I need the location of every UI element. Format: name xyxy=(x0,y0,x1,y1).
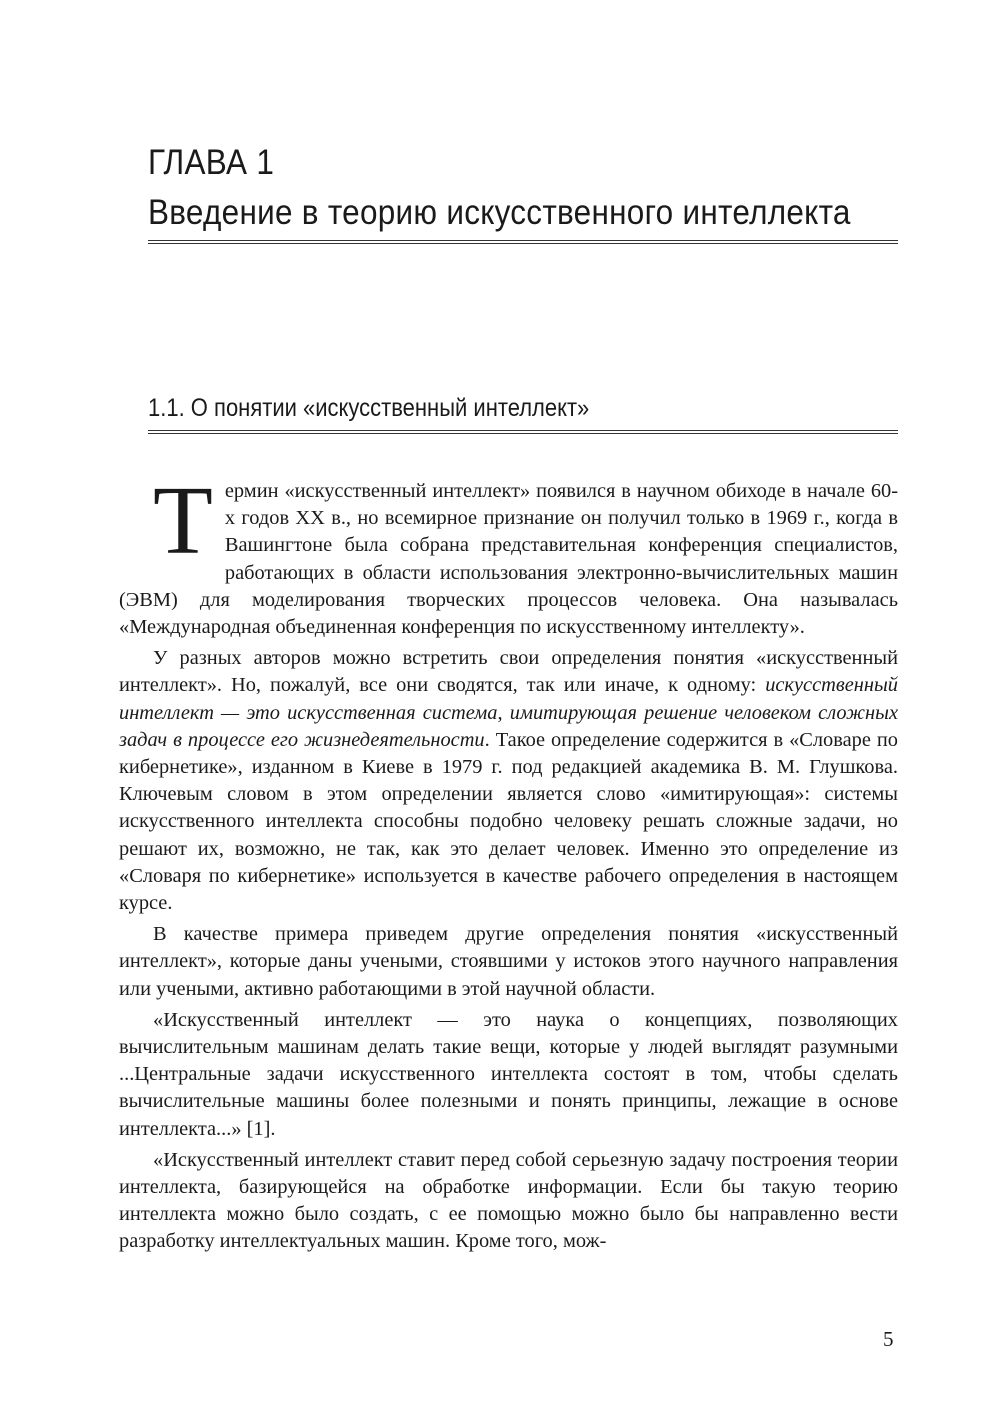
definition-italic-2: имитирующая решение человеком сложных задач в процессе его жизнедеятельности xyxy=(119,701,898,751)
definition-comma: , xyxy=(497,701,510,724)
paragraph-2-rest: . Такое определение содержится в «Словаре по кибернетике», изданном в Киеве в 1979 г. под редакцией академика В. М. Глушкова. Ключевым словом в этом определении является слово «имитирующая»: системы искусственного интеллекта способны подобно человеку решать сложные задачи, но решают их, возможно, не так, как это делает человек. Именно это определение из «Словаря по кибернетике» используется в качестве рабочего определения в настоящем курсе. xyxy=(119,728,898,915)
paragraph-5: «Искусственный интеллект ставит перед собой серьезную задачу построения теории интеллекта, базирующейся на обработке информации. Если бы такую теорию интеллекта можно было создать, с ее помощью можно было бы направленно вести разработку интеллектуальных машин. Кроме того, мож- xyxy=(119,1148,898,1253)
definition-italic-1: искусственный интеллект — это искусственная система xyxy=(119,674,898,724)
chapter-title: Введение в теорию искусственного интеллекта xyxy=(148,193,851,232)
paragraph-2-intro: У разных авторов можно встретить свои определения понятия «искусственный интеллект». Но, пожалуй, все они сводятся, так или иначе, к одному: xyxy=(119,647,898,697)
body-text xyxy=(119,467,898,1260)
paragraph-1 xyxy=(119,467,898,641)
section-title-rule xyxy=(148,430,898,434)
chapter-label: ГЛАВА 1 xyxy=(148,143,275,182)
paragraph-3: В качестве примера приведем другие определения понятия «искусственный интеллект», которые даны учеными, стоявшими у истоков этого научного направления или учеными, активно работающими в этой научной области. xyxy=(119,923,898,1000)
paragraph-2 xyxy=(119,645,898,917)
chapter-title-rule xyxy=(148,240,898,244)
paragraph-4: «Искусственный интеллект — это наука о концепциях, позволяющих вычислительным машинам делать такие вещи, которые у людей выглядят разумными ...Центральные задачи искусственного интеллекта состоят в том, чтобы сделать вычислительные машины более полезными и понять принципы, лежащие в основе интеллекта...» [1]. xyxy=(119,1008,898,1140)
paragraph-1-text: ермин «искусственный интеллект» появился в научном обиходе в начале 60-х годов XX в., но всемирное признание он получил только в 1969 г., когда в Вашингтоне была собрана представительная конференция специалистов, работающих в области использования электронно-вычислительных машин (ЭВМ) для моделирования творческих процессов человека. Она называлась «Международная объединенная конференция по искусственному интеллекту». xyxy=(119,480,898,639)
section-title: 1.1. О понятии «искусственный интеллект» xyxy=(148,394,590,422)
drop-cap: Т xyxy=(153,467,213,575)
page-number: 5 xyxy=(883,1327,894,1351)
